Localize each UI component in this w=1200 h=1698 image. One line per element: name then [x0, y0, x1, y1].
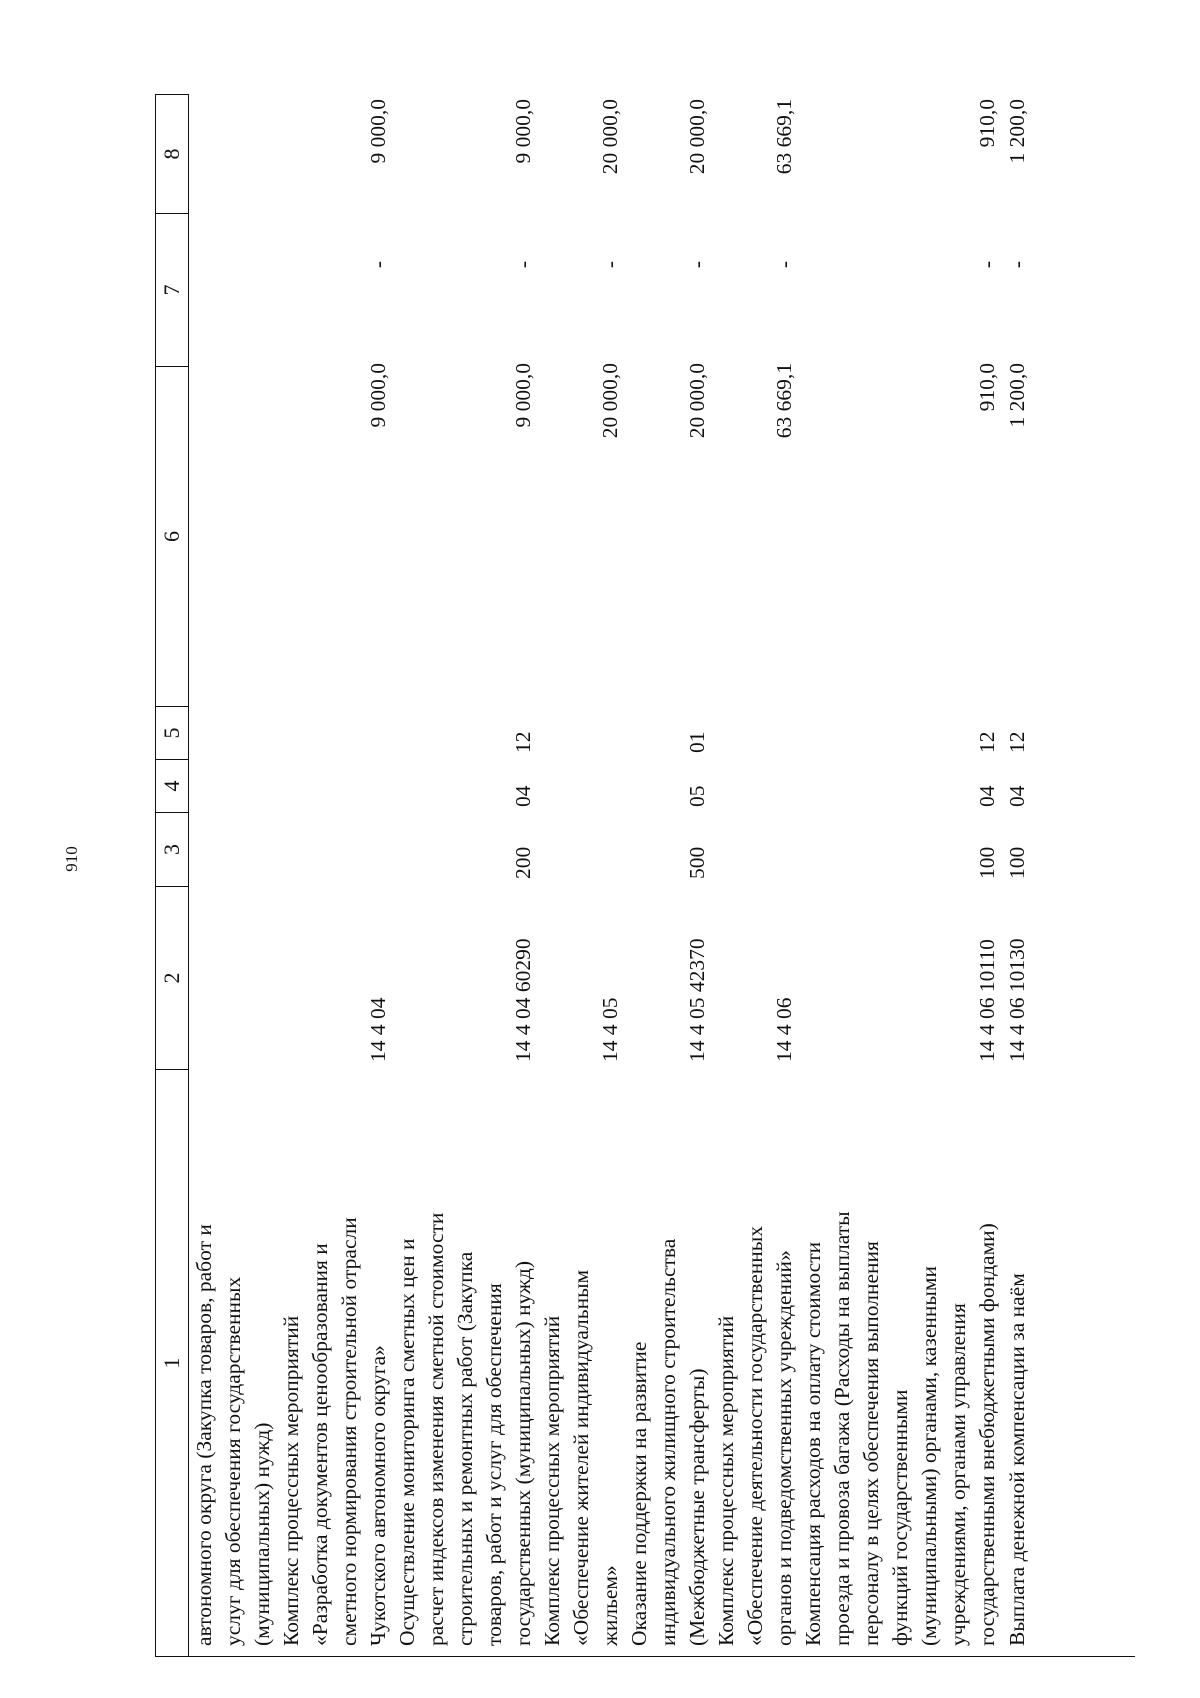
row-3-description-line: расчет индексов изменения сметной стоимости: [424, 1212, 448, 1646]
row-7-description-line: (муниципальными) органами, казенными: [917, 1266, 941, 1646]
row-2-description-line: сметного нормирования строительной отрасли: [337, 1217, 361, 1646]
row-6-c7: -: [772, 261, 796, 269]
row-3-c4: 04: [511, 785, 535, 807]
row-2-c6: 9 000,0: [366, 363, 390, 428]
row-5-c4: 05: [685, 785, 709, 807]
column-header-3: 3: [155, 813, 189, 887]
row-8-c3: 100: [1005, 846, 1029, 879]
row-6-description-line: органов и подведомственных учреждений»: [772, 1250, 796, 1646]
row-8-c6: 1 200,0: [1005, 363, 1029, 428]
row-7-description-line: Компенсация расходов на оплату стоимости: [801, 1241, 825, 1646]
row-4-description-line: Комплекс процессных мероприятий: [540, 1315, 564, 1646]
row-4-c8: 20 000,0: [598, 99, 622, 175]
row-4-c6: 20 000,0: [598, 363, 622, 439]
row-5-c5: 01: [685, 731, 709, 753]
row-3-c6: 9 000,0: [511, 363, 535, 428]
row-2-description-line: Чукотского автономного округа»: [366, 1345, 390, 1646]
row-3-description-line: Осуществление мониторинга сметных цен и: [395, 1238, 419, 1646]
table-left-border: [189, 1656, 1135, 1657]
row-7-c3: 100: [975, 846, 999, 879]
column-header-4: 4: [155, 760, 189, 813]
budget-table: [155, 94, 1135, 1657]
row-6-description-line: «Обеспечение деятельности государственных: [743, 1226, 767, 1646]
row-7-c8: 910,0: [975, 99, 999, 148]
row-2-c7: -: [366, 261, 390, 269]
row-4-code: 14 4 05: [598, 997, 622, 1062]
row-3-c5: 12: [511, 731, 535, 753]
row-3-description-line: государственных (муниципальных) нужд): [511, 1260, 535, 1646]
row-8-description-line: Выплата денежной компенсации за наём: [1005, 1273, 1029, 1646]
row-7-description-line: государственными внебюджетными фондами): [975, 1223, 999, 1646]
row-3-description-line: товаров, работ и услуг для обеспечения: [482, 1283, 506, 1646]
row-5-description-line: (Межбюджетные трансферты): [685, 1368, 709, 1646]
row-7-c5: 12: [975, 731, 999, 753]
column-header-8: 8: [155, 94, 189, 214]
row-5-c3: 500: [685, 846, 709, 879]
row-8-c7: -: [1005, 261, 1029, 269]
row-2-c8: 9 000,0: [366, 99, 390, 164]
row-7-c6: 910,0: [975, 363, 999, 412]
row-7-code: 14 4 06 10110: [975, 939, 999, 1062]
row-2-code: 14 4 04: [366, 997, 390, 1062]
row-1-description-line: (муниципальных) нужд): [250, 1422, 274, 1646]
row-4-c7: -: [598, 261, 622, 269]
row-4-description-line: жильем»: [598, 1565, 622, 1646]
row-6-code: 14 4 06: [772, 997, 796, 1062]
row-3-c3: 200: [511, 846, 535, 879]
row-2-description-line: Комплекс процессных мероприятий: [279, 1315, 303, 1646]
row-8-c8: 1 200,0: [1005, 99, 1029, 164]
column-header-5: 5: [155, 707, 189, 760]
row-8-c4: 04: [1005, 785, 1029, 807]
row-3-c7: -: [511, 261, 535, 269]
column-header-6: 6: [155, 367, 189, 707]
row-3-code: 14 4 04 60290: [511, 938, 535, 1062]
column-header-1: 1: [155, 1070, 189, 1657]
row-7-c4: 04: [975, 785, 999, 807]
row-7-description-line: проезда и провоза багажа (Расходы на выплаты: [830, 1211, 854, 1646]
row-2-description-line: «Разработка документов ценообразования и: [308, 1243, 332, 1646]
row-8-code: 14 4 06 10130: [1005, 938, 1029, 1062]
row-7-description-line: учреждениями, органами управления: [946, 1303, 970, 1646]
row-6-description-line: Комплекс процессных мероприятий: [714, 1315, 738, 1646]
row-7-description-line: персоналу в целях обеспечения выполнения: [859, 1241, 883, 1646]
row-5-c6: 20 000,0: [685, 363, 709, 439]
row-7-description-line: функций государственными: [888, 1389, 912, 1646]
page-number: 910: [62, 846, 81, 872]
row-5-c7: -: [685, 261, 709, 269]
column-header-2: 2: [155, 887, 189, 1070]
row-1-description-line: автономного округа (Закупка товаров, работ и: [192, 1224, 216, 1646]
row-3-description-line: строительных и ремонтных работ (Закупка: [453, 1251, 477, 1646]
row-5-c8: 20 000,0: [685, 99, 709, 175]
row-6-c6: 63 669,1: [772, 363, 796, 439]
row-1-description-line: услуг для обеспечения государственных: [221, 1276, 245, 1646]
column-header-7: 7: [155, 214, 189, 367]
row-5-description-line: индивидуального жилищного строительства: [656, 1238, 680, 1646]
row-5-code: 14 4 05 42370: [685, 938, 709, 1062]
row-7-c7: -: [975, 261, 999, 269]
row-8-c5: 12: [1005, 731, 1029, 753]
row-6-c8: 63 669,1: [772, 99, 796, 175]
row-5-description-line: Оказание поддержки на развитие: [627, 1341, 651, 1646]
row-3-c8: 9 000,0: [511, 99, 535, 164]
row-4-description-line: «Обеспечение жителей индивидуальным: [569, 1269, 593, 1646]
